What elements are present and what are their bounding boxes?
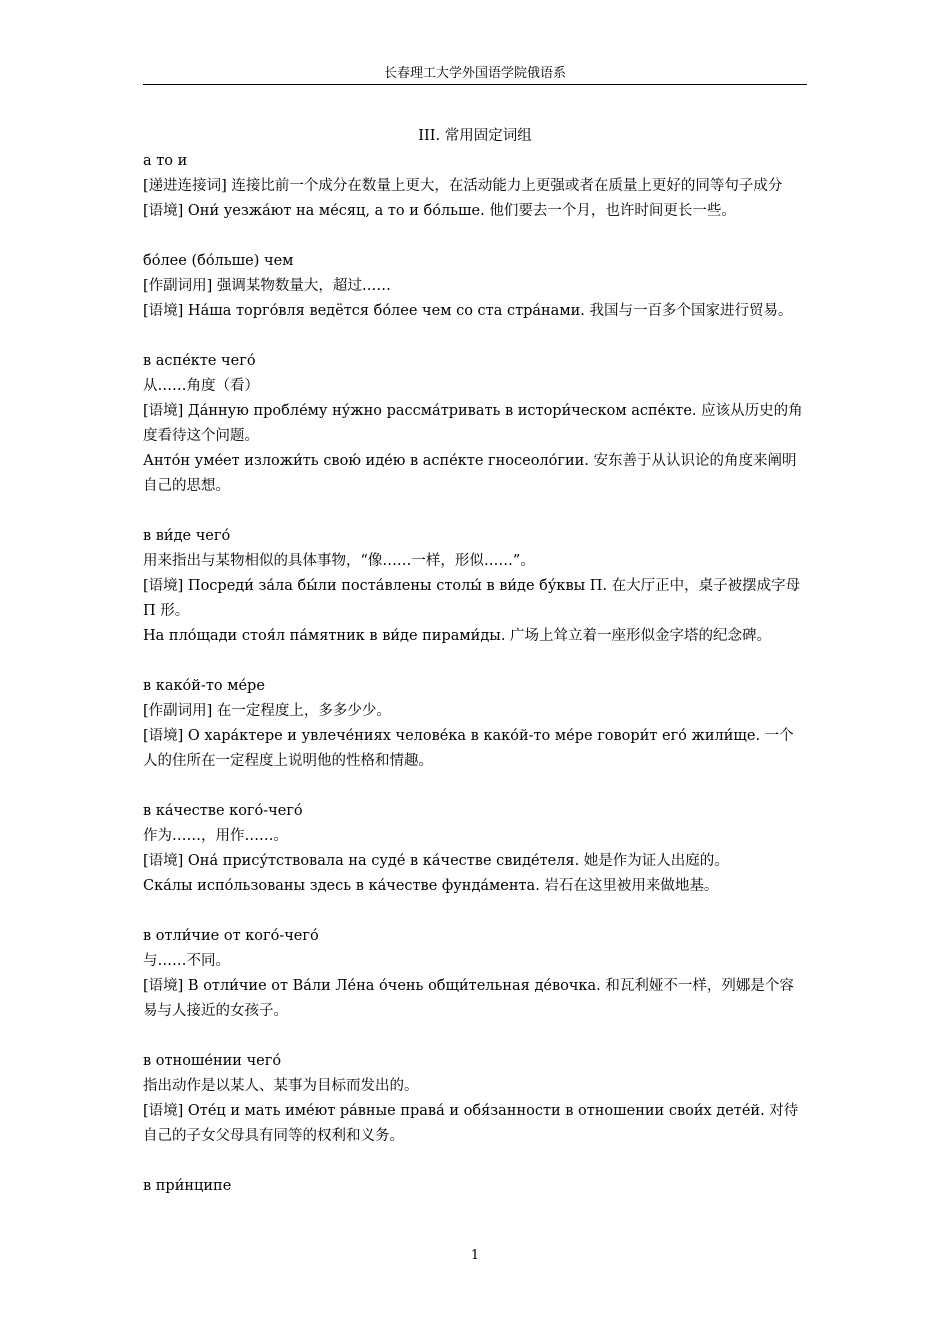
entry-spacer: [143, 1024, 807, 1049]
phrase-line: [作副词用] 在一定程度上，多多少少。: [143, 703, 391, 719]
phrase-line: Ска́лы испо́льзованы здесь в ка́честве фунда́мента. 岩石在这里被用来做地基。: [143, 878, 719, 894]
phrase-line: 与……不同。: [143, 953, 230, 969]
phrase-line: [语境] Посреди́ за́ла бы́ли поста́влены столы́ в ви́де бу́квы П. 在大厅正中，桌子被摆成字母 П 形。: [143, 578, 801, 619]
phrase-headword: бо́лее (бо́льше) чем: [143, 253, 294, 269]
phrase-headword: в ка́честве кого́-чего́: [143, 803, 303, 819]
page-header: [143, 64, 807, 85]
entry-spacer: [143, 224, 807, 249]
phrase-list: [143, 149, 807, 1199]
phrase-line: На пло́щади стоя́л па́мятник в ви́де пирами́ды. 广场上耸立着一座形似金字塔的纪念碑。: [143, 628, 772, 644]
phrase-line: [作副词用] 强调某物数量大，超过……: [143, 278, 391, 294]
phrase-line: [语境] О хара́ктере и увлече́ниях челове́ка в како́й-то ме́ре говори́т его́ жили́ще. 一个人的住所在一定程度上说明他的性格和情趣。: [143, 728, 794, 769]
page-number: 1: [470, 1248, 480, 1263]
entry-spacer: [143, 324, 807, 349]
phrase-headword: в отноше́нии чего́: [143, 1053, 282, 1069]
phrase-entry: [143, 674, 807, 774]
entry-spacer: [143, 774, 807, 799]
entry-spacer: [143, 499, 807, 524]
entry-spacer: [143, 649, 807, 674]
section-title: III. 常用固定词组: [418, 128, 532, 144]
phrase-line: [语境] Они́ уезжа́ют на ме́сяц, а то и бо́льше. 他们要去一个月，也许时间更长一些。: [143, 203, 736, 219]
phrase-entry: [143, 924, 807, 1024]
phrase-headword: в како́й-то ме́ре: [143, 678, 265, 694]
phrase-line: [语境] В отли́чие от Ва́ли Ле́на о́чень общи́тельная де́вочка. 和瓦利娅不一样，列娜是个容易与人接近的女孩子。: [143, 978, 794, 1019]
header-title: 长春理工大学外国语学院俄语系: [383, 66, 566, 81]
phrase-headword: в аспе́кте чего́: [143, 353, 256, 369]
phrase-line: 指出动作是以某人、某事为目标而发出的。: [143, 1078, 419, 1094]
phrase-line: [语境] На́ша торго́вля ведётся бо́лее чем со ста стра́нами. 我国与一百多个国家进行贸易。: [143, 303, 793, 319]
phrase-entry: [143, 349, 807, 499]
phrase-line: [语境] Она́ прису́тствовала на суде́ в ка́честве свиде́теля. 她是作为证人出庭的。: [143, 853, 729, 869]
entry-spacer: [143, 899, 807, 924]
phrase-entry: [143, 799, 807, 899]
phrase-line: 作为……，用作……。: [143, 828, 288, 844]
phrase-entry: [143, 1049, 807, 1149]
document-body: [143, 124, 807, 1199]
phrase-entry: [143, 524, 807, 649]
phrase-headword: в ви́де чего́: [143, 528, 231, 544]
phrase-line: Анто́н уме́ет изложи́ть свою́ иде́ю в аспе́кте гносеоло́гии. 安东善于从认识论的角度来阐明自己的思想。: [143, 453, 797, 494]
phrase-headword: а то и: [143, 153, 188, 169]
entry-spacer: [143, 1149, 807, 1174]
phrase-line: [递进连接词] 连接比前一个成分在数量上更大，在活动能力上更强或者在质量上更好的同等句子成分: [143, 178, 783, 194]
phrase-entry: [143, 1174, 807, 1199]
phrase-entry: [143, 149, 807, 224]
phrase-line: [语境] Оте́ц и мать име́ют ра́вные права́ и обя́занности в отношении свои́х дете́й. 对待自己的子女父母具有同等的权利和义务。: [143, 1103, 799, 1144]
phrase-headword: в отли́чие от кого́-чего́: [143, 928, 319, 944]
phrase-entry: [143, 249, 807, 324]
phrase-headword: в при́нципе: [143, 1178, 232, 1194]
phrase-line: 用来指出与某物相似的具体事物，“像……一样，形似……”。: [143, 553, 535, 569]
phrase-line: [语境] Да́нную пробле́му ну́жно рассма́тривать в истори́ческом аспе́кте. 应该从历史的角度看待这个问题。: [143, 403, 803, 444]
phrase-line: 从……角度（看）: [143, 378, 259, 394]
